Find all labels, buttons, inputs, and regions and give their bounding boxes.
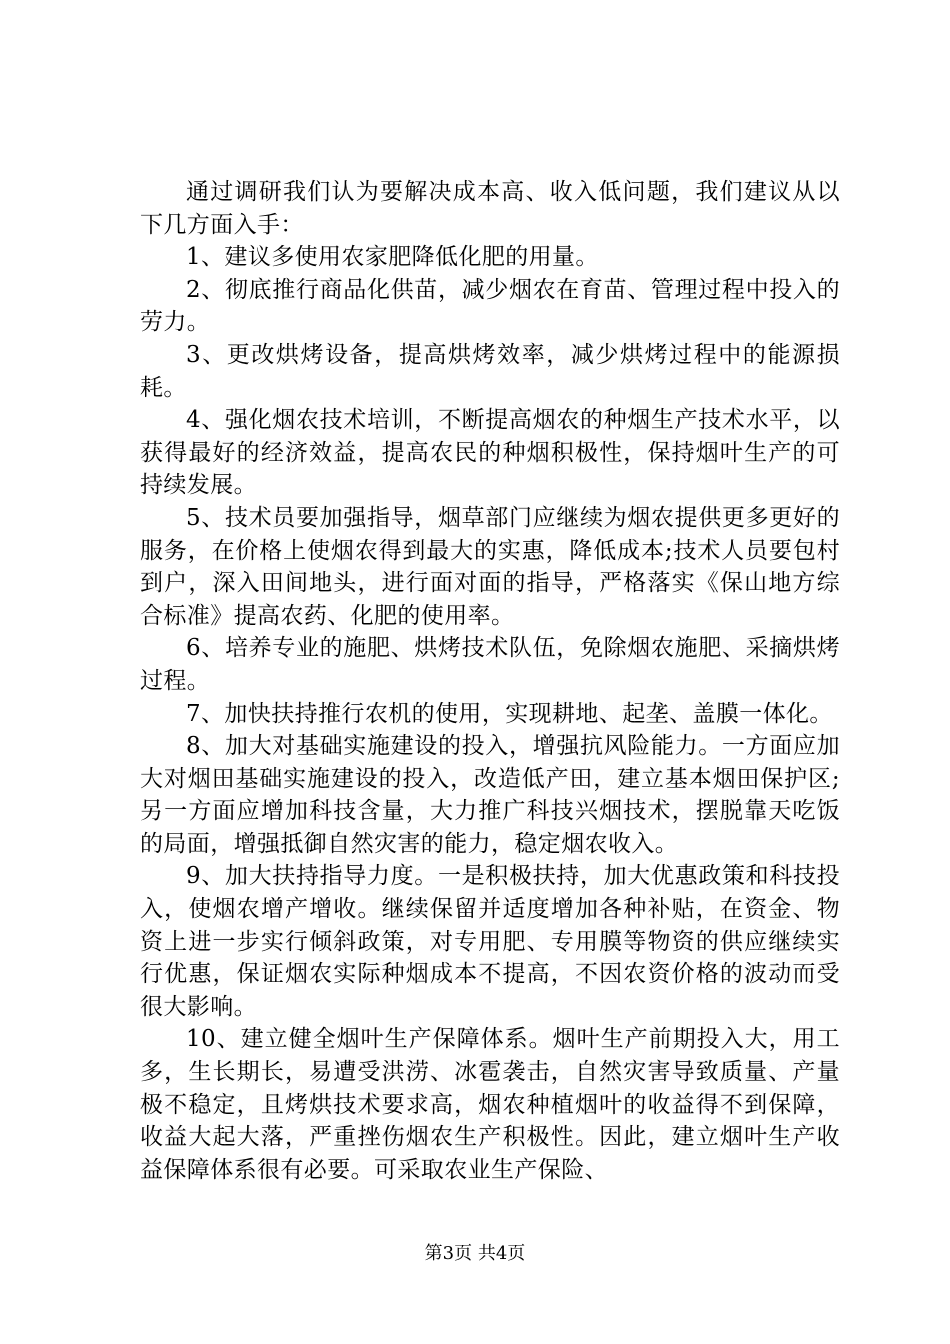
paragraph-item-10: 10、建立健全烟叶生产保障体系。烟叶生产前期投入大，用工多，生长期长，易遭受洪涝、冰雹袭击，自然灾害导致质量、产量极不稳定，且烤烘技术要求高，烟农种植烟叶的收益得不到保障，收益大起大落，严重挫伤烟农生产积极性。因此，建立烟叶生产收益保障体系很有必要。可采取农业生产保险、 <box>140 1026 840 1183</box>
paragraph-item-5: 5、技术员要加强指导，烟草部门应继续为烟农提供更多更好的服务，在价格上使烟农得到最大的实惠，降低成本;技术人员要包村到户，深入田间地头，进行面对面的指导，严格落实《保山地方综合标准》提高农药、化肥的使用率。 <box>140 504 840 629</box>
paragraph-item-3: 3、更改烘烤设备，提高烘烤效率，减少烘烤过程中的能源损耗。 <box>140 341 840 401</box>
paragraph-item-1: 1、建议多使用农家肥降低化肥的用量。 <box>186 244 599 271</box>
paragraph-item-8: 8、加大对基础实施建设的投入，增强抗风险能力。一方面应加大对烟田基础实施建设的投入，改造低产田，建立基本烟田保护区;另一方面应增加科技含量，大力推广科技兴烟技术，摆脱靠天吃饭的局面，增强抵御自然灾害的能力，稳定烟农收入。 <box>140 733 840 857</box>
paragraph-item-2: 2、彻底推行商品化供苗，减少烟农在育苗、管理过程中投入的劳力。 <box>140 276 840 336</box>
paragraph-item-4: 4、强化烟农技术培训，不断提高烟农的种烟生产技术水平，以获得最好的经济效益，提高农民的种烟积极性，保持烟叶生产的可持续发展。 <box>140 407 840 499</box>
page-footer <box>0 1243 950 1265</box>
paragraph-intro: 通过调研我们认为要解决成本高、收入低问题，我们建议从以下几方面入手： <box>140 179 840 238</box>
document-body <box>140 176 840 1186</box>
paragraph-item-7: 7、加快扶持推行农机的使用，实现耕地、起垄、盖膜一体化。 <box>186 700 833 727</box>
paragraph-item-6: 6、培养专业的施肥、烘烤技术队伍，免除烟农施肥、采摘烘烤过程。 <box>140 635 840 694</box>
paragraph-item-9: 9、加大扶持指导力度。一是积极扶持，加大优惠政策和科技投入，使烟农增产增收。继续保留并适度增加各种补贴，在资金、物资上进一步实行倾斜政策，对专用肥、专用膜等物资的供应继续实行优惠，保证烟农实际种烟成本不提高，不因农资价格的波动而受很大影响。 <box>140 863 840 1020</box>
page-number-label: 第3页 共4页 <box>424 1243 526 1264</box>
